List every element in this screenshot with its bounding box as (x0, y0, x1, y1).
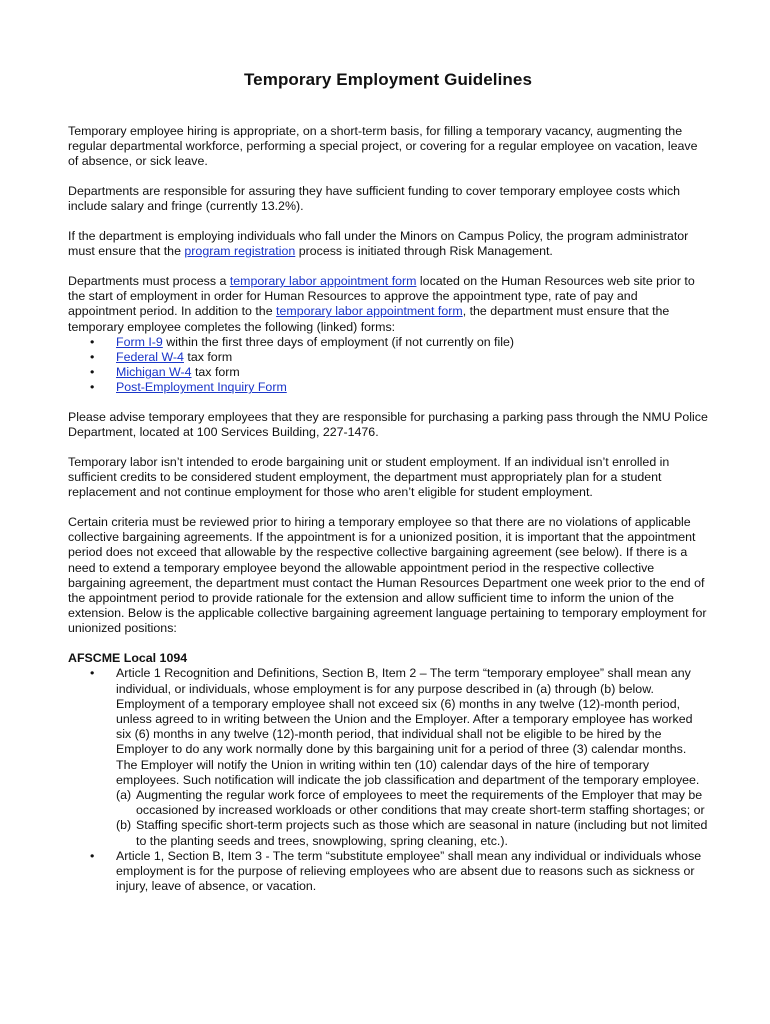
post-employment-inquiry-link[interactable]: Post-Employment Inquiry Form (116, 380, 287, 395)
form-i9-link[interactable]: Form I-9 (116, 334, 163, 349)
paragraph-criteria: Certain criteria must be reviewed prior to hiring a temporary employee so that there are no violations of applicable collective bargaining agreements. If the appointment is for a unionized position, it is important that the appointment period does not exceed that allowable by the respective collective bargaining agreement (see below). If there is a need to extend a temporary employee beyond the allowable appointment period in the respective collective bargaining agreement, the department must contact the Human Resources Department one week prior to the end of the appointment period to provide rationale for the extension and allow sufficient time to inform the union of the extension. Below is the applicable collective bargaining agreement language pertaining to temporary employment for unionized positions: (68, 515, 707, 636)
paragraph-parking: Please advise temporary employees that they are responsible for purchasing a parking pass through the NMU Police Department, located at 100 Services Building, 227-1476. (68, 410, 708, 440)
michigan-w4-link[interactable]: Michigan W-4 (116, 365, 192, 380)
temporary-labor-form-link-2[interactable]: temporary labor appointment form (276, 304, 463, 319)
document-body (68, 124, 708, 894)
paragraph-appointment: Departments must process a temporary labor appointment form located on the Human Resources web site prior to the start of employment in order for Human Resources to approve the appointment type, rate of pay and appointment period. In addition to the temporary labor appointment form, the department must ensure that the temporary employee completes the following (linked) forms: (68, 273, 695, 334)
afscme-sublist (116, 788, 708, 849)
temporary-labor-form-link[interactable]: temporary labor appointment form (229, 273, 417, 288)
list-item: (a) Augmenting the regular work force of employees to meet the requirements of the Employer that may be occasioned by increased workloads or other conditions that may create short-term staffing shortages; or (116, 788, 705, 818)
afscme-heading: AFSCME Local 1094 (68, 651, 188, 666)
list-item: • Federal W-4 tax form (68, 350, 708, 365)
federal-w4-link[interactable]: Federal W-4 (116, 349, 184, 364)
list-item: (b) Staffing specific short-term projects such as those which are seasonal in nature (including but not limited to the planting seeds and trees, snowplowing, spring cleaning, etc.). (116, 818, 708, 848)
paragraph-hiring: Temporary employee hiring is appropriate, on a short-term basis, for filling a temporary vacancy, augmenting the regular departmental workforce, performing a special project, or covering for a regular employee on vacation, leave of absence, or sick leave. (68, 124, 698, 169)
paragraph-temporary-labor: Temporary labor isn’t intended to erode bargaining unit or student employment. If an individual isn’t enrolled in sufficient credits to be considered student employment, the department must appropriately plan for a student replacement and not continue employment for those who aren’t eligible for student employment. (68, 454, 670, 500)
list-item (68, 380, 708, 395)
list-item: • Article 1 Recognition and Definitions, Section B, Item 2 – The term “temporary employee” shall mean any individual, or individuals, whose employment is for any purpose described in (a) through (b) below. Employment of a temporary employee shall not exceed six (6) months in any twelve (12)-month period, unless agreed to in writing between the Union and the Employer. After a temporary employee has worked six (6) months in any twelve (12)-month period, that individual shall not be eligible to be hired by the Employer to do any work normally done by this bargaining unit for a period of three (3) calendar months. The Employer will notify the Union in writing within ten (10) calendar days of the hire of temporary employees. Such notification will indicate the job classification and department of the temporary employee. (a) Augmenting the regular work force of employees to meet the requirements of the Employer that may be occasioned by increased workloads or other conditions that may create short-term staffing shortages; or (b) Staffing specific short-term projects such as those which are seasonal in nature (including but not limited to the planting seeds and trees, snowplowing, spring cleaning, etc.). (68, 666, 708, 848)
page-title: Temporary Employment Guidelines (243, 70, 533, 89)
program-registration-link[interactable]: program registration (184, 244, 296, 259)
afscme-list (68, 666, 708, 894)
list-item: • Michigan W-4 tax form (68, 365, 708, 380)
paragraph-minors: If the department is employing individuals who fall under the Minors on Campus Policy, the program administrator must ensure that the program registration process is initiated through Risk Management. (68, 229, 689, 259)
paragraph-funding: Departments are responsible for assuring they have sufficient funding to cover temporary employee costs which include salary and fringe (currently 13.2%). (68, 184, 681, 214)
list-item: • Article 1, Section B, Item 3 - The term “substitute employee” shall mean any individual or individuals whose employment is for the purpose of relieving employees who are absent due to reasons such as sickness or injury, leave of absence, or vacation. (68, 849, 708, 895)
list-item: • Form I-9 within the first three days of employment (if not currently on file) (68, 335, 708, 350)
forms-list (68, 335, 708, 396)
